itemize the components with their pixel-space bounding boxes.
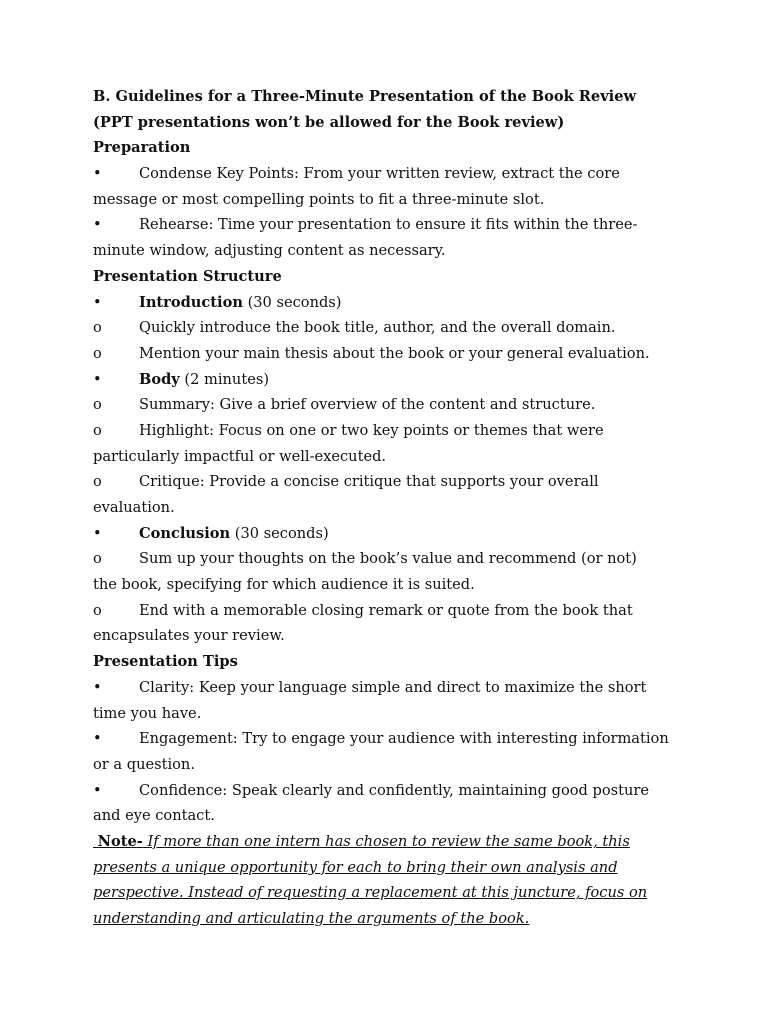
sub-list-item-text: Mention your main thesis about the book or your general evaluation.	[139, 344, 650, 362]
sub-list-item	[93, 546, 693, 597]
sub-list-item-text: Critique: Provide a concise critique that supports your overall	[139, 473, 599, 491]
sub-bullet-marker: o	[93, 319, 102, 337]
sub-list-item-text: Highlight: Focus on one or two key points or themes that were	[139, 421, 604, 439]
section-heading-preparation: Preparation	[93, 139, 191, 157]
list-item-text: Condense Key Points: From your written review, extract the core	[139, 165, 620, 183]
item-duration: (2 minutes)	[179, 370, 270, 388]
sub-bullet-marker: o	[93, 473, 102, 491]
sub-list-item	[93, 392, 693, 418]
note-text: understanding and articulating the arguments of the book.	[93, 910, 530, 927]
bullet-marker: •	[93, 678, 102, 696]
list-item	[93, 212, 693, 263]
sub-list-item-text: End with a memorable closing remark or quote from the book that	[139, 601, 633, 619]
bullet-marker: •	[93, 781, 102, 799]
sub-list-item	[93, 469, 693, 520]
list-item-conclusion	[93, 521, 693, 547]
item-duration: (30 seconds)	[230, 524, 329, 542]
list-item-introduction	[93, 290, 693, 316]
sub-bullet-marker: o	[93, 550, 102, 568]
document-title: B. Guidelines for a Three-Minute Presentation of the Book Review	[93, 88, 637, 105]
note-dash: -	[136, 832, 143, 850]
item-label: Body	[139, 370, 180, 388]
sub-list-item-continuation: the book, specifying for which audience it is suited.	[93, 576, 475, 594]
sub-list-item	[93, 341, 693, 367]
list-item-continuation: time you have.	[93, 704, 202, 722]
list-item	[93, 778, 693, 829]
sub-bullet-marker: o	[93, 344, 102, 362]
sub-list-item-text: Sum up your thoughts on the book’s value and recommend (or not)	[139, 550, 637, 568]
sub-bullet-marker: o	[93, 601, 102, 619]
list-item-text: Confidence: Speak clearly and confidently, maintaining good posture	[139, 781, 650, 799]
list-item-continuation: and eye contact.	[93, 807, 215, 825]
list-item	[93, 675, 693, 726]
sub-list-item	[93, 418, 693, 469]
item-label: Conclusion	[139, 524, 231, 542]
note-text: presents a unique opportunity for each to bring their own analysis and	[93, 858, 618, 876]
sub-list-item-continuation: encapsulates your review.	[93, 627, 285, 645]
sub-list-item-text: Summary: Give a brief overview of the content and structure.	[139, 396, 596, 414]
sub-bullet-marker: o	[93, 421, 102, 439]
list-item-continuation: or a question.	[93, 755, 195, 773]
sub-list-item-continuation: particularly impactful or well-executed.	[93, 447, 387, 465]
document-page	[93, 84, 693, 932]
sub-list-item-continuation: evaluation.	[93, 499, 175, 516]
note-block	[93, 829, 693, 932]
bullet-marker: •	[93, 216, 102, 234]
bullet-marker: •	[93, 730, 102, 748]
list-item	[93, 726, 693, 777]
note-label: Note	[97, 832, 137, 850]
list-item-body	[93, 367, 693, 393]
section-heading-structure: Presentation Structure	[93, 267, 282, 285]
note-text: perspective. Instead of requesting a replacement at this juncture, focus on	[93, 884, 648, 902]
document-subtitle: (PPT presentations won’t be allowed for the Book review)	[93, 113, 565, 131]
bullet-marker: •	[93, 293, 102, 311]
list-item-text: Clarity: Keep your language simple and direct to maximize the short	[139, 678, 647, 696]
bullet-marker: •	[93, 165, 102, 183]
sub-list-item	[93, 315, 693, 341]
note-text: If more than one intern has chosen to review the same book, this	[147, 832, 630, 850]
item-label: Introduction	[139, 293, 243, 311]
sub-bullet-marker: o	[93, 396, 102, 414]
list-item	[93, 161, 693, 212]
section-heading-tips: Presentation Tips	[93, 653, 238, 671]
sub-list-item	[93, 598, 693, 649]
list-item-text: Engagement: Try to engage your audience with interesting information	[139, 730, 669, 748]
bullet-marker: •	[93, 370, 102, 388]
bullet-marker: •	[93, 524, 102, 542]
list-item-continuation: message or most compelling points to fit a three-minute slot.	[93, 190, 545, 208]
list-item-text: Rehearse: Time your presentation to ensure it fits within the three-	[139, 216, 638, 234]
sub-list-item-text: Quickly introduce the book title, author, and the overall domain.	[139, 319, 616, 337]
item-duration: (30 seconds)	[242, 293, 342, 311]
list-item-continuation: minute window, adjusting content as necessary.	[93, 242, 446, 260]
